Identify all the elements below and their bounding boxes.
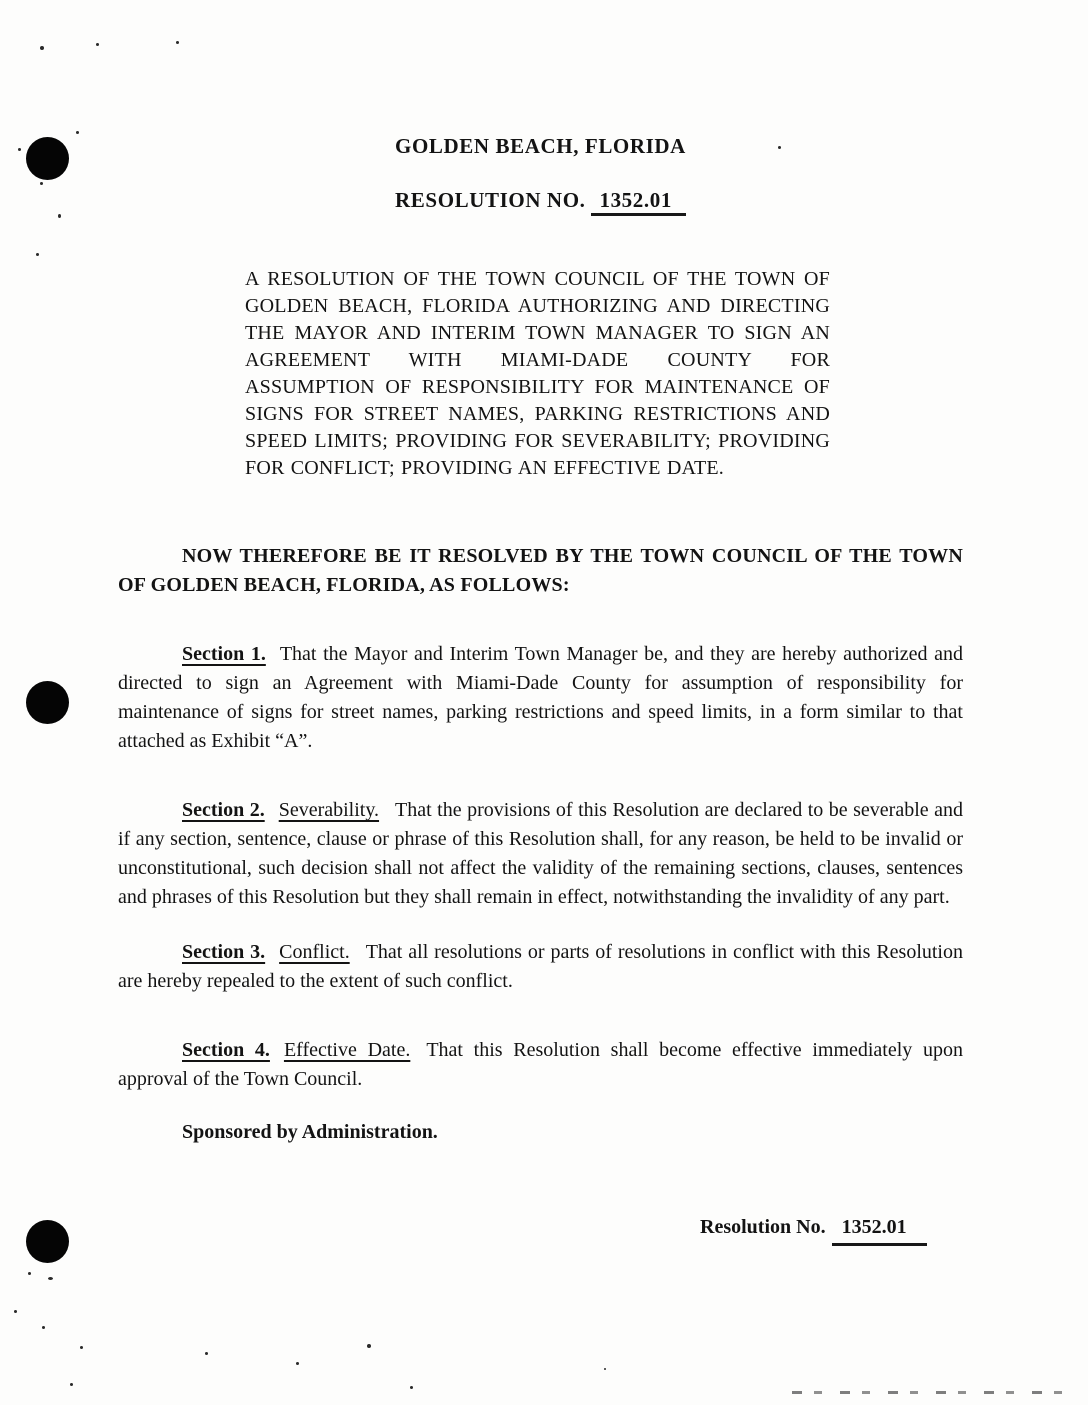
section-4-label: Section 4.: [182, 1039, 270, 1061]
section-2-body: That the provisions of this Resolution are declared to be severable and if any section, sentence, clause or phrase of this Resolution shall, for any reason, be held to be invalid or unconstitutional, such decision shall not affect the validity of the remaining sections, clauses, sentences and phrases of this Resolution but they shall remain in effect, notwithstanding the invalidity of any part.: [118, 799, 963, 908]
scan-speck: [367, 1344, 371, 1348]
scan-speck: [778, 146, 781, 149]
resolution-number-heading: [118, 188, 963, 216]
scan-speck: [205, 1352, 208, 1355]
footer-label: Resolution No.: [700, 1216, 826, 1238]
scan-speck: [410, 1386, 413, 1389]
scan-speck: [76, 131, 79, 134]
resolution-number: 1352.01: [591, 188, 685, 216]
scan-speck: [40, 46, 44, 50]
resolution-summary: A RESOLUTION OF THE TOWN COUNCIL OF THE TOWN OF GOLDEN BEACH, FLORIDA AUTHORIZING AND DIRECTING THE MAYOR AND INTERIM TOWN MANAGER TO SIGN AN AGREEMENT WITH MIAMI-DADE COUNTY FOR ASSUMPTION OF RESPONSIBILITY FOR MAINTENANCE OF SIGNS FOR STREET NAMES, PARKING RESTRICTIONS AND SPEED LIMITS; PROVIDING FOR SEVERABILITY; PROVIDING FOR CONFLICT; PROVIDING AN EFFECTIVE DATE.: [245, 268, 830, 479]
scan-speck: [176, 41, 179, 44]
document-title: GOLDEN BEACH, FLORIDA: [395, 134, 686, 158]
document-content: [118, 0, 963, 1246]
scan-speck: [28, 1272, 31, 1275]
resolution-label: RESOLUTION NO.: [395, 188, 586, 212]
section-3-body: That all resolutions or parts of resolutions in conflict with this Resolution are hereby repealed to the extent of such conflict.: [118, 941, 963, 992]
punch-hole-bottom: [26, 1220, 69, 1263]
scan-speck: [48, 1277, 53, 1280]
punch-hole-middle: [26, 681, 69, 724]
sponsor-line: Sponsored by Administration.: [182, 1121, 438, 1143]
resolved-clause: NOW THEREFORE BE IT RESOLVED BY THE TOWN COUNCIL OF THE TOWN OF GOLDEN BEACH, FLORIDA, AS FOLLOWS:: [118, 545, 963, 596]
footer-resolution-number: [700, 1213, 963, 1246]
section-1: [118, 640, 963, 756]
punch-hole-top: [26, 137, 69, 180]
section-1-body: That the Mayor and Interim Town Manager be, and they are hereby authorized and directed to sign an Agreement with Miami-Dade County for assumption of responsibility for maintenance of signs for street names, parking restrictions and speed limits, in a form similar to that attached as Exhibit “A”.: [118, 643, 964, 752]
section-1-label: Section 1.: [182, 643, 266, 665]
section-2: [118, 796, 963, 912]
section-2-title: Severability.: [278, 799, 380, 821]
section-3-label: Section 3.: [182, 941, 266, 963]
scan-speck: [42, 1326, 45, 1329]
scan-speck: [70, 1383, 73, 1386]
scan-speck: [18, 148, 21, 151]
section-4: [118, 1036, 963, 1094]
scan-speck: [14, 1310, 17, 1313]
scan-speck: [58, 214, 61, 218]
section-3-title: Conflict.: [279, 941, 350, 963]
scan-speck: [604, 1368, 606, 1370]
section-3: [118, 938, 963, 996]
section-2-label: Section 2.: [182, 799, 265, 821]
scan-speck: [40, 182, 43, 185]
scan-dashed-line: [792, 1391, 1078, 1394]
scan-speck: [296, 1362, 299, 1365]
scan-speck: [36, 253, 39, 256]
scan-speck: [80, 1346, 83, 1349]
section-4-body: That this Resolution shall become effective immediately upon approval of the Town Council.: [118, 1039, 964, 1090]
scan-speck: [96, 43, 99, 46]
section-4-title: Effective Date.: [283, 1039, 411, 1061]
footer-number: 1352.01: [832, 1213, 927, 1246]
